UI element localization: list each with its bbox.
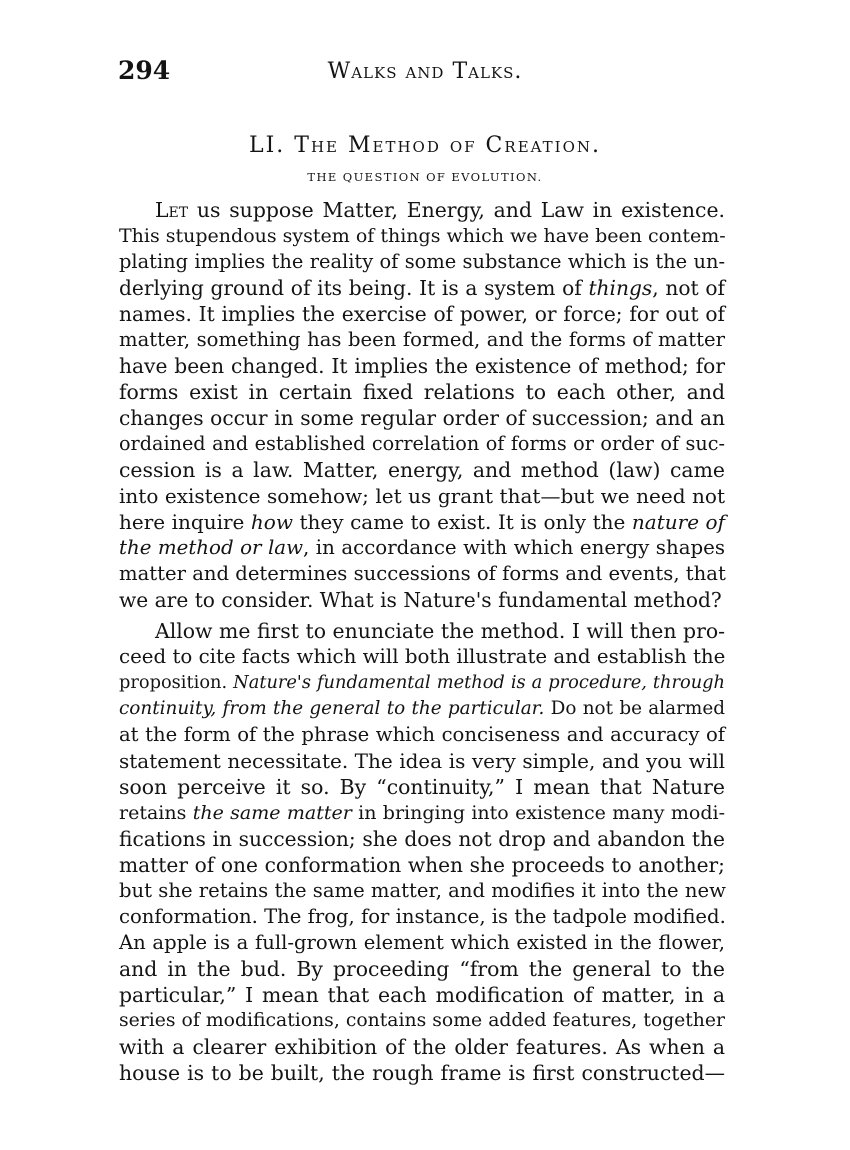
text-line: forms exist in certain fixed relations to each other, and [119,380,725,404]
text-line: matter and determines successions of forms and events, that [119,562,726,585]
text-line: ordained and established correlation of forms or order of suc- [119,432,725,455]
text-line: ceed to cite facts which will both illustrate and establish the [119,645,726,668]
text-span: they came to exist. It is only the [292,510,632,534]
chapter-title: LI. The Method of Creation. [249,133,601,158]
text-line: series of modifications, contains some added features, together [119,1010,725,1031]
text-span: here inquire [119,510,251,534]
text-line: cession is a law. Matter, energy, and method (law) came [119,458,725,482]
text-line: matter, something has been formed, and the forms of matter [119,328,725,351]
text-span: , in accordance with which energy shapes [303,536,726,559]
text-span: us suppose Matter, Energy, and Law in existence. [188,198,725,222]
text-line: we are to consider. What is Nature's fundamental method? [119,588,722,612]
text-span: derlying ground of its being. It is a system of [119,276,589,300]
italic-span: the method or law [119,536,304,559]
text-line: particular,” I mean that each modification of matter, in a [119,983,725,1007]
text-span: in bringing into existence many modi- [351,802,725,824]
italic-span: Nature's fundamental method is a procedure, through [233,672,725,693]
text-line: but she retains the same matter, and modifies it into the new [119,879,726,902]
lead-word: Let [155,198,189,222]
text-line [119,535,725,561]
italic-span: the same matter [192,802,352,824]
text-line: house is to be built, the rough frame is first constructed— [119,1061,725,1085]
italic-span: nature of [631,510,725,534]
text-line: fications in succession; she does not drop and abandon the [119,827,725,851]
text-span: retains [119,802,193,824]
text-line: conformation. The frog, for instance, is the tadpole modified. [119,905,726,928]
text-line: changes occur in some regular order of succession; and an [119,406,725,430]
text-span: , not of [652,276,725,300]
text-line: matter of one conformation when she proceeds to another; [119,853,725,877]
text-line: Allow me first to enunciate the method. I will then pro- [155,619,725,643]
chapter-subtitle: THE QUESTION OF EVOLUTION. [307,170,543,184]
text-line [155,197,725,223]
text-line: and in the bud. By proceeding “from the general to the [119,957,725,981]
text-line: at the form of the phrase which conciseness and accuracy of [119,723,725,746]
text-line: with a clearer exhibition of the older features. As when a [119,1035,725,1059]
running-head: Walks and Talks. [327,59,523,84]
text-line: have been changed. It implies the existence of method; for [119,354,725,378]
text-line: This stupendous system of things which we have been contem- [119,225,726,247]
italic-span: continuity, from the general to the particular. [119,698,545,719]
italic-span: how [250,510,293,534]
text-line: plating implies the reality of some substance which is the un- [119,250,725,273]
page-number: 294 [118,56,171,85]
text-line: statement necessitate. The idea is very simple, and you will [119,749,725,773]
text-span: Do not be alarmed [544,698,725,719]
text-line: soon perceive it so. By “continuity,” I mean that Nature [119,775,725,799]
text-line [119,509,725,535]
text-line [119,800,725,826]
text-line: names. It implies the exercise of power, or force; for out of [119,302,725,326]
italic-span: things [588,276,653,300]
text-line: into existence somehow; let us grant that—but we need not [119,484,725,508]
text-line [119,275,725,301]
text-span: proposition. [119,672,234,693]
text-line [119,670,725,696]
text-line [119,696,725,722]
text-line: An apple is a full-grown element which existed in the flower, [119,931,725,954]
